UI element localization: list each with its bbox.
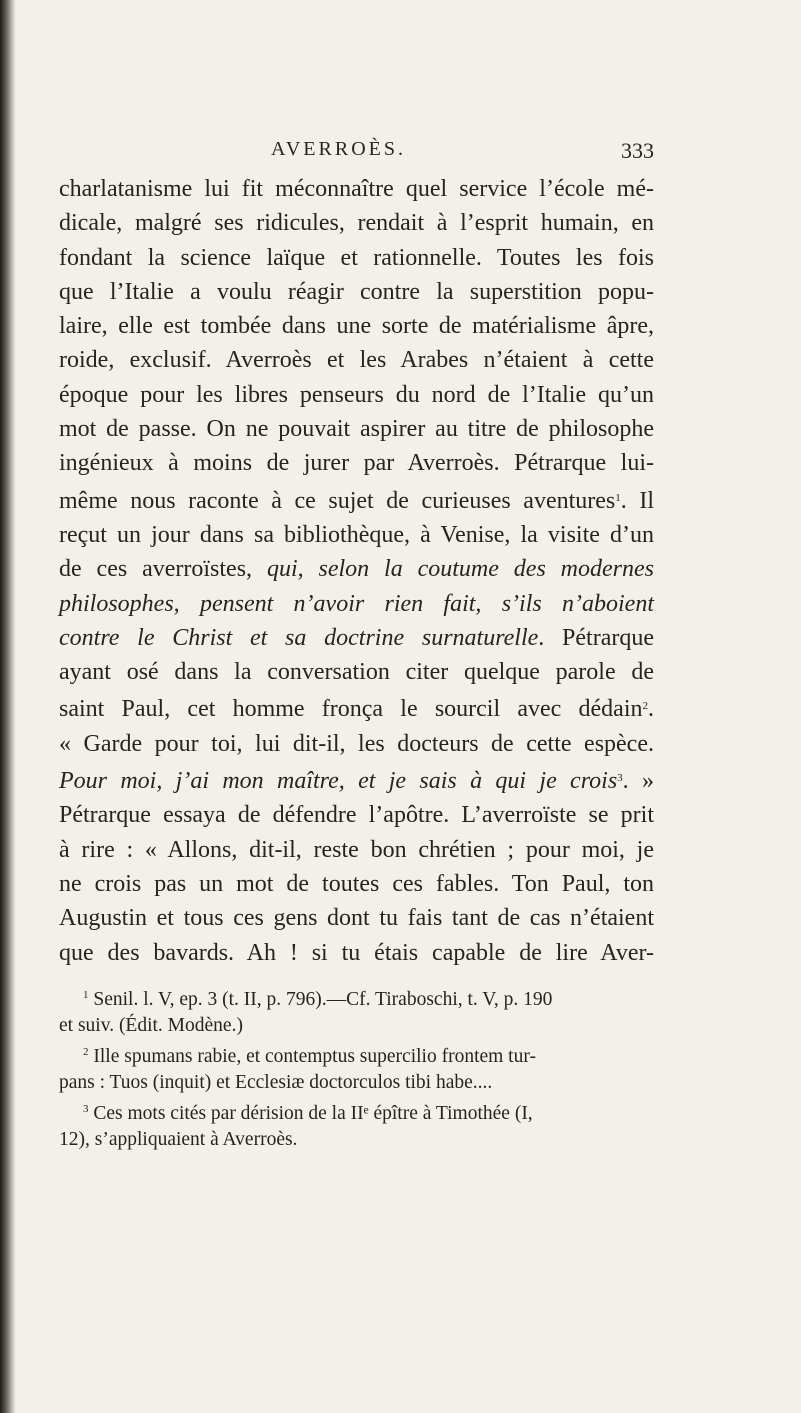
text-run: même nous raconte à ce sujet de curieuses aventures	[59, 487, 616, 514]
text-run: Augustin et tous ces gens dont tu fais tant de cas n’étaient	[59, 905, 654, 932]
footnote-mark: 1	[83, 988, 89, 1001]
body-line	[59, 689, 654, 726]
body-line	[59, 901, 654, 935]
text-run: époque pour les libres penseurs du nord de l’Italie qu’un	[59, 381, 654, 408]
body-line	[59, 833, 654, 867]
text-run: reçut un jour dans sa bibliothèque, à Venise, la visite d’un	[59, 521, 654, 548]
footnote-text: et suiv. (Édit. Modène.)	[59, 1014, 243, 1036]
body-line	[59, 412, 654, 446]
text-run: laire, elle est tombée dans une sorte de matérialisme âpre,	[59, 313, 654, 340]
body-line	[59, 343, 654, 377]
body-line	[59, 798, 654, 832]
body-line	[59, 378, 654, 412]
text-run: .	[648, 696, 654, 723]
body-line	[59, 275, 654, 309]
italic-text: philosophes, pensent n’avoir rien fait, s’ils n’aboient	[59, 590, 654, 617]
footnote-mark: 2	[83, 1045, 89, 1058]
text-run: charlatanisme lui fit méconnaître quel service l’école mé-	[59, 176, 654, 202]
italic-text: contre le Christ et sa doctrine surnaturelle	[59, 624, 539, 651]
footnote-line	[59, 1096, 654, 1127]
text-run: que l’Italie a voulu réagir contre la superstition popu-	[59, 278, 654, 305]
footnote-line	[59, 1013, 654, 1039]
running-head: AVERROÈS.	[271, 138, 406, 160]
body-line	[59, 206, 654, 240]
page-header	[59, 138, 654, 172]
text-run: . Pétrarque	[538, 624, 654, 651]
footnote-ref: 2	[642, 700, 648, 713]
text-run: . Il	[620, 487, 654, 514]
footnote-text: pans : Tuos (inquit) et Ecclesiæ doctorculos tibi habe....	[59, 1071, 493, 1093]
text-run: « Garde pour toi, lui dit-il, les docteurs de cette espèce.	[59, 730, 654, 757]
page-number: 333	[621, 138, 654, 163]
footnote-line	[59, 982, 654, 1013]
body-line	[59, 446, 654, 480]
body-line	[59, 309, 654, 343]
body-line	[59, 621, 654, 655]
body-line	[59, 241, 654, 275]
footnote-line	[59, 1070, 654, 1096]
text-run: ingénieux à moins de jurer par Averroès. Pétrarque lui-	[59, 450, 654, 477]
text-run: Pétrarque essaya de défendre l’apôtre. L’averroïste se prit	[59, 802, 654, 829]
text-run: de ces averroïstes,	[59, 556, 267, 583]
body-line	[59, 481, 654, 518]
body-line	[59, 172, 654, 206]
italic-text: Pour moi, j’ai mon maître, et je sais à qui je crois	[59, 768, 618, 795]
body-text	[59, 172, 654, 970]
book-binding-edge	[0, 0, 16, 1413]
body-line	[59, 936, 654, 970]
text-run: que des bavards. Ah ! si tu étais capable de lire Aver-	[59, 939, 654, 966]
footnote-text: Ces mots cités par dérision de la IIᵉ épître à Timothée (I,	[93, 1102, 533, 1124]
text-run: à rire : « Allons, dit-il, reste bon chrétien ; pour moi, je	[59, 836, 654, 863]
body-line	[59, 552, 654, 586]
text-run: mot de passe. On ne pouvait aspirer au titre de philosophe	[59, 416, 654, 443]
text-run: dicale, malgré ses ridicules, rendait à l’esprit humain, en	[59, 210, 654, 237]
book-page	[59, 138, 654, 1153]
footnote-line	[59, 1039, 654, 1070]
footnote-mark: 3	[83, 1102, 89, 1115]
footnote-ref: 3	[617, 772, 623, 785]
body-line	[59, 587, 654, 621]
footnote-text: Ille spumans rabie, et contemptus supercilio frontem tur-	[93, 1045, 536, 1067]
text-run: roide, exclusif. Averroès et les Arabes n’étaient à cette	[59, 347, 654, 374]
body-line	[59, 727, 654, 761]
body-line	[59, 761, 654, 798]
footnote-text: 12), s’appliquaient à Averroès.	[59, 1128, 298, 1150]
footnotes	[59, 982, 654, 1153]
body-line	[59, 867, 654, 901]
body-line	[59, 518, 654, 552]
footnote-line	[59, 1127, 654, 1153]
footnote-text: Senil. l. V, ep. 3 (t. II, p. 796).—Cf. Tiraboschi, t. V, p. 190	[93, 988, 553, 1010]
text-run: ne crois pas un mot de toutes ces fables. Ton Paul, ton	[59, 870, 654, 897]
body-line	[59, 655, 654, 689]
footnote-ref: 1	[615, 491, 621, 504]
text-run: . »	[622, 768, 655, 795]
text-run: ayant osé dans la conversation citer quelque parole de	[59, 659, 654, 686]
text-run: saint Paul, cet homme fronça le sourcil avec dédain	[59, 696, 643, 723]
text-run: fondant la science laïque et rationnelle. Toutes les fois	[59, 244, 654, 271]
italic-text: qui, selon la coutume des modernes	[266, 556, 654, 583]
